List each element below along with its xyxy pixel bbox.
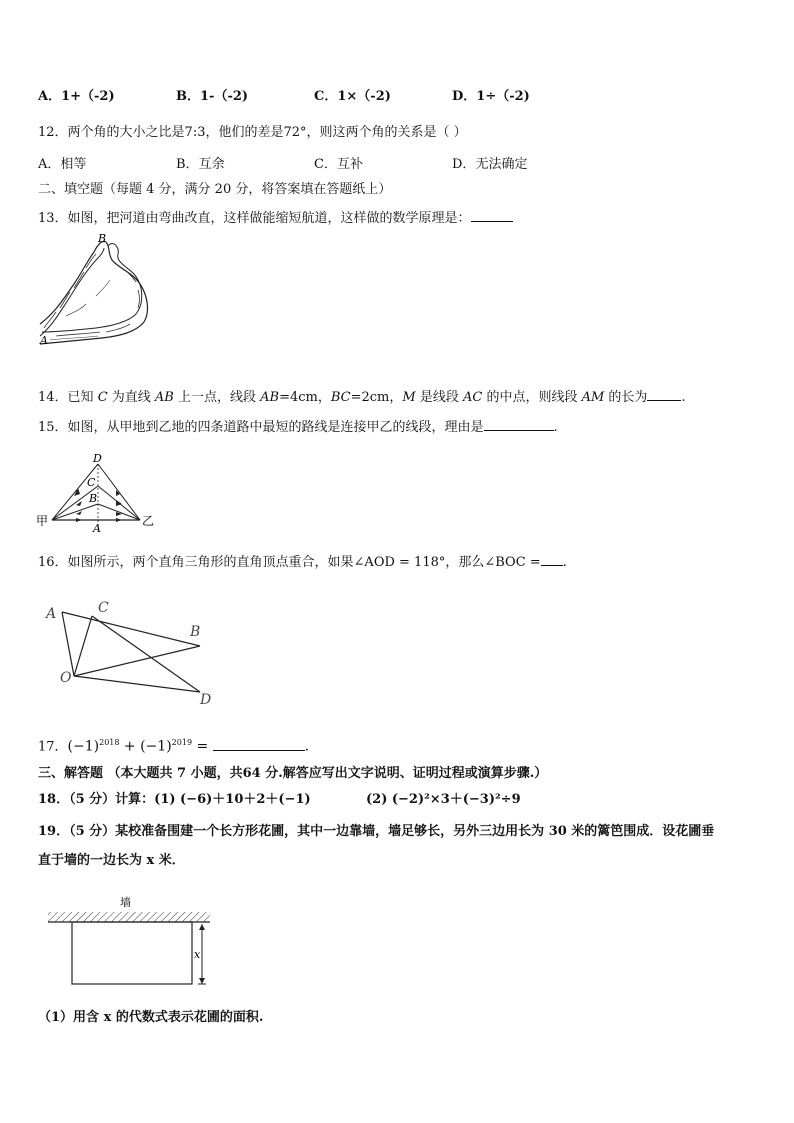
q12-option-b: B．互余 <box>176 157 225 172</box>
question-19-sub1: （1）用含 x 的代数式表示花圃的面积. <box>38 1010 264 1025</box>
label-a: A <box>40 334 48 347</box>
question-19-line1: 19．（5 分）某校准备围建一个长方形花圃，其中一边靠墙，墙足够长，另外三边用长为 30 米的篱笆围成．设花圃垂 <box>38 824 715 839</box>
option-a: A．1+（-2) <box>38 89 115 104</box>
q12-option-c: C．互补 <box>314 157 363 172</box>
river-figure <box>36 232 166 350</box>
label-d: D <box>93 452 102 465</box>
answer-blank <box>647 386 681 401</box>
question-13: 13．如图，把河道由弯曲改直，这样做能缩短航道，这样做的数学原理是： <box>38 207 513 228</box>
q12-option-a: A．相等 <box>38 157 87 172</box>
section-2-heading: 二、填空题（每题 4 分，满分 20 分，将答案填在答题纸上） <box>38 182 392 197</box>
option-c: C．1×（-2) <box>314 89 391 104</box>
question-17: 17．$(-1)^{2018} + (-1)^{2019}$ = . <box>38 734 309 757</box>
q12-option-d: D．无法确定 <box>452 157 528 172</box>
label-c: C <box>87 476 96 489</box>
answer-blank <box>213 736 305 751</box>
label-b: B <box>190 624 201 640</box>
question-14: 14．已知 C 为直线 AB 上一点，线段 AB=4cm，BC=2cm，M 是线段 AC 的中点，则线段 AM 的长为 . <box>38 386 686 407</box>
label-d: D <box>200 692 212 708</box>
question-19-line2: 直于墙的一边长为 x 米． <box>38 853 185 868</box>
route-figure <box>36 452 160 534</box>
label-o: O <box>60 670 72 686</box>
label-x: x <box>194 948 201 961</box>
option-b: B．1-（-2) <box>176 89 249 104</box>
label-jia: 甲 <box>36 514 49 528</box>
question-12: 12．两个角的大小之比是7:3，他们的差是72°，则这两个角的关系是（ ） <box>38 125 467 140</box>
answer-blank <box>541 551 563 566</box>
triangles-figure <box>40 598 230 710</box>
option-d: D．1÷（-2) <box>452 89 530 104</box>
question-18-part2: (2) (−2)²×3＋(−3)²÷9 <box>366 792 521 807</box>
question-16: 16．如图所示，两个直角三角形的直角顶点重合，如果∠AOD = 118°，那么∠BOC = . <box>38 551 567 572</box>
label-c: C <box>98 600 109 616</box>
section-3-heading: 三、解答题 （本大题共 7 小题，共64 分.解答应写出文字说明、证明过程或演算步骤.） <box>38 766 548 781</box>
answer-blank <box>471 207 513 222</box>
question-18: 18．（5 分）计算：(1) (−6)＋10＋2＋(−1) <box>38 792 311 807</box>
answer-blank <box>484 416 554 431</box>
label-wall: 墙 <box>120 896 131 909</box>
label-b: B <box>89 492 98 505</box>
question-15: 15．如图，从甲地到乙地的四条道路中最短的路线是连接甲乙的线段，理由是 . <box>38 416 558 437</box>
garden-figure <box>44 890 220 990</box>
label-b: B <box>98 232 107 245</box>
label-yi: 乙 <box>142 514 155 528</box>
label-a: A <box>46 606 57 622</box>
label-a: A <box>93 522 101 534</box>
